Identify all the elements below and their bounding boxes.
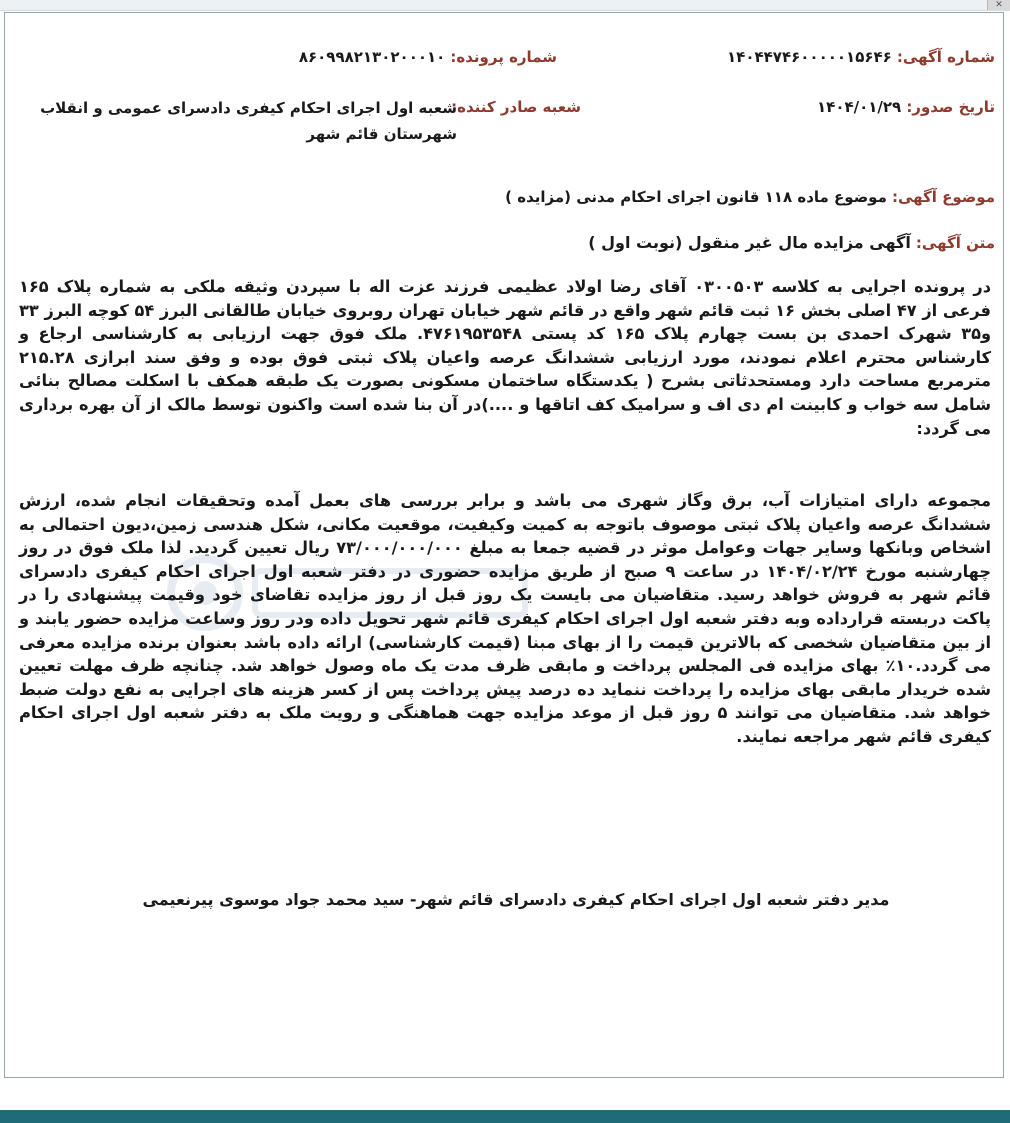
notice-text-label: متن آگهی:	[915, 234, 995, 252]
taskbar	[0, 1110, 1010, 1123]
issuer-label: شعبه صادر کننده:	[451, 98, 581, 116]
body-paragraph-1: در پرونده اجرایی به کلاسه ۰۳۰۰۵۰۳ آقای رضا اولاد عظیمی فرزند عزت اله با سپردن وثیقه ملکی به شماره پلاک ۱۶۵ فرعی از ۴۷ اصلی بخش ۱۶ ثبت قائم شهر واقع در قائم شهر خیابان تهران روبروی خیابان طالقانی البرز ۵۴ کوچه البرز ۳۳ و۳۵ شهرک احمدی بن بست چهارم پلاک ۱۶۵ کد پستی ۴۷۶۱۹۵۳۵۴۸. ملک فوق جهت ارزیابی به کارشناسی ارجاع و کارشناس محترم اعلام نمودند، مورد ارزیابی ششدانگ عرصه واعیان پلاک ثبتی فوق بوده و وفق سند ابرازی ۲۱۵.۲۸ مترمربع مساحت دارد ومستحدثاتی بشرح ( یکدستگاه ساختمان مسکونی بصورت یک طبقه همکف با اسکلت مصالح بنائی شامل سه خواب و کابینت ام دی اف و سرامیک کف اتاقها و ....)در آن بنا شده است واکنون توسط مالک از آن بهره برداری می گردد:	[19, 277, 992, 438]
ad-number	[727, 47, 995, 66]
issue-date	[817, 97, 995, 116]
close-icon[interactable]: ✕	[987, 0, 1010, 10]
case-number	[299, 47, 557, 66]
issue-date-value: ۱۴۰۴/۰۱/۲۹	[817, 98, 902, 116]
notice-text-title: آگهی مزایده مال غیر منقول (نوبت اول )	[588, 233, 911, 252]
issuer-value-line2: شهرستان قائم شهر	[306, 125, 457, 143]
document-frame	[4, 12, 1004, 1078]
subject-label: موضوع آگهی:	[891, 188, 995, 206]
window-bottom	[0, 1080, 1010, 1110]
ad-number-value: ۱۴۰۴۴۷۴۶۰۰۰۰۰۱۵۶۴۶	[727, 48, 892, 66]
subject	[505, 187, 995, 206]
case-number-label: شماره پرونده:	[450, 48, 557, 66]
body-paragraph-2: مجموعه دارای امتیازات آب، برق وگاز شهری می باشد و برابر بررسی های بعمل آمده وتحقیقات انجام شده، ارزش ششدانگ عرصه واعیان پلاک ثبتی موصوف باتوجه به کمیت وکیفیت، موقعیت مکانی، شکل هندسی زمین،دیون احتمالی به اشخاص وبانکها وسایر جهات وعوامل موثر در قضیه جمعا به مبلغ ۷۳/۰۰۰/۰۰۰/۰۰۰ ریال تعیین گردید. لذا ملک فوق در روز چهارشنبه مورخ ۱۴۰۴/۰۲/۲۴ در ساعت ۹ صبح از طریق مزایده حضوری در دفتر شعبه اول اجرای احکام کیفری دادسرای قائم شهر به فروش خواهد رسید. متقاضیان می بایست یک روز قبل از روز مزایده تقاضای خود وقیمت پیشنهادی را در پاکت دربسته قرارداده وبه دفتر شعبه اول اجرای احکام کیفری قائم شهر تحویل داده ودر روز وساعت مزایده حضور یابند و از بین متقاضیان شخصی که بالاترین قیمت را از بهای مبنا (قیمت کارشناسی) ارائه داده باشد بعنوان برنده مزایده معرفی می گردد.۱۰٪ بهای مزایده فی المجلس پرداخت و مابقی ظرف مدت یک ماه وصول خواهد شد. چنانچه ظرف مهلت تعیین شده خریدار مابقی بهای مزایده را پرداخت ننماید ده درصد پیش پرداخت پس از کسر هزینه های اجرایی به نفع دولت ضبط خواهد شد. متقاضیان می توانند ۵ روز قبل از موعد مزایده جهت هماهنگی و رویت ملک به دفتر شعبه اول اجرای احکام کیفری قائم شهر مراجعه نمایند.	[19, 491, 992, 746]
notice-text-header	[588, 233, 995, 252]
issuer-label-wrap	[451, 97, 581, 116]
ad-number-label: شماره آگهی:	[896, 48, 995, 66]
subject-value: موضوع ماده ۱۱۸ قانون اجرای احکام مدنی (مزایده )	[505, 188, 887, 206]
window-titlebar	[0, 0, 1010, 11]
issuer-value-line1: شعبه اول اجرای احکام کیفری دادسرای عمومی و انقلاب	[40, 99, 457, 117]
issue-date-label: تاریخ صدور:	[906, 98, 995, 116]
case-number-value: ۸۶۰۹۹۸۲۱۳۰۲۰۰۰۱۰	[298, 48, 446, 66]
auction-notice	[5, 13, 1005, 1079]
signature-line: مدیر دفتر شعبه اول اجرای احکام کیفری دادسرای قائم شهر- سید محمد جواد موسوی پیرنعیمی	[142, 890, 890, 909]
